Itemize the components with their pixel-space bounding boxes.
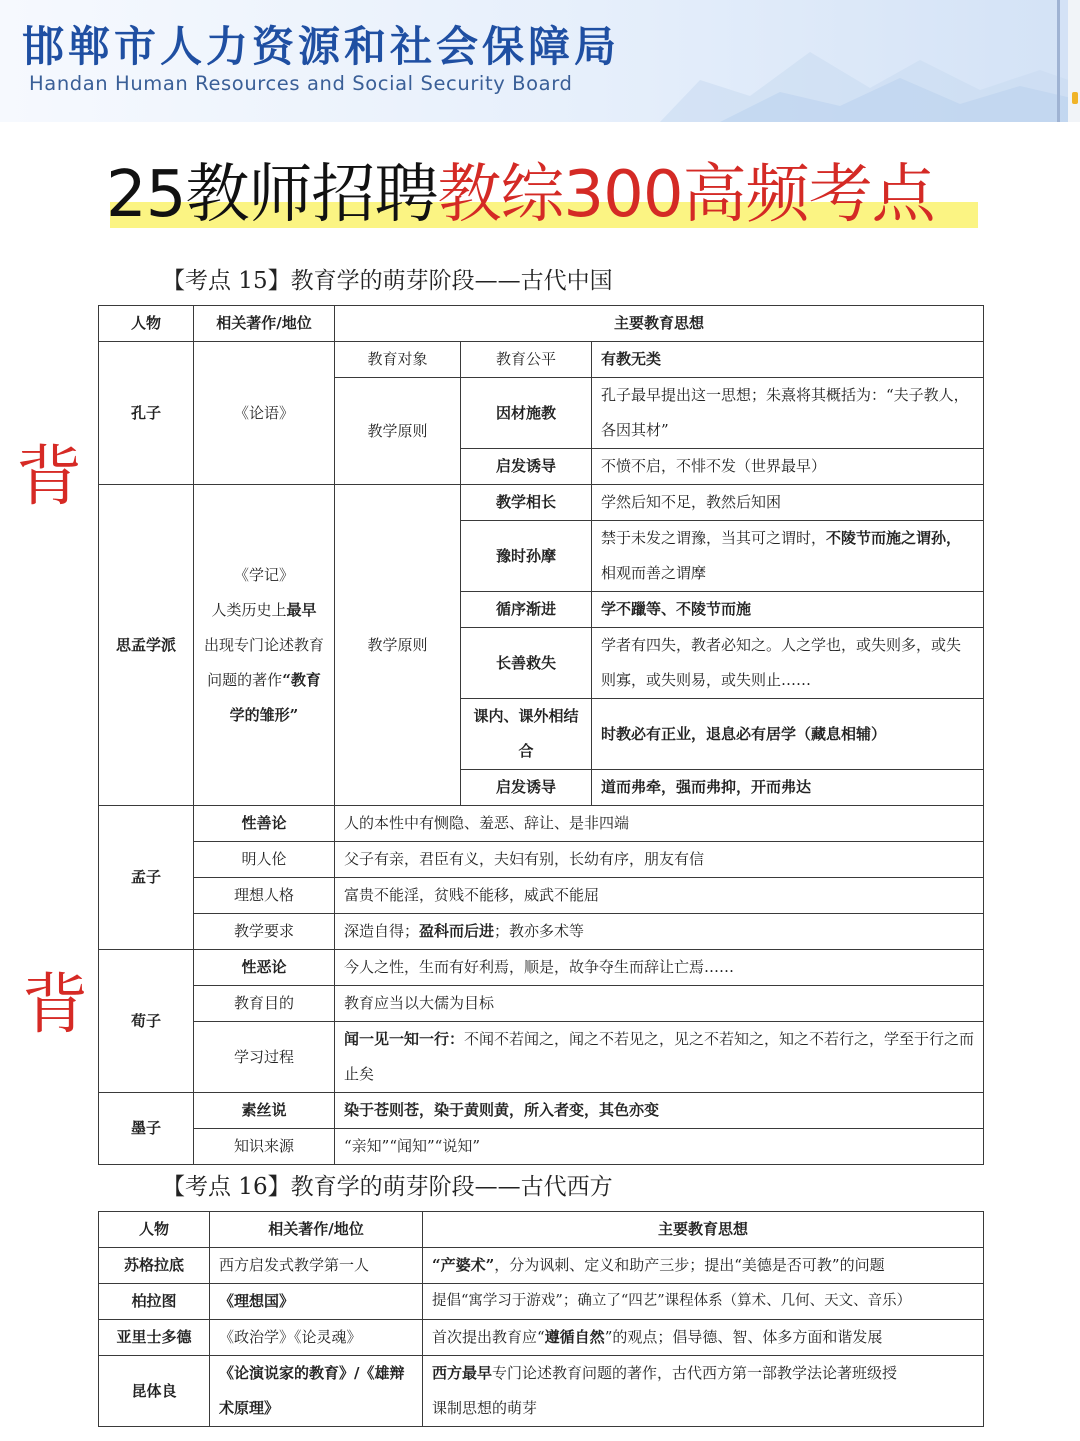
thought-cell: “亲知”“闻知”“说知”: [335, 1129, 984, 1165]
table-row: [99, 914, 984, 950]
page-edge-marker: [1072, 92, 1078, 104]
principle-cell: 教学相长: [461, 485, 592, 521]
table-row: [99, 1248, 984, 1284]
thought-text: 不闻不若闻之，闻之不若见之，见之不若知之，知之不若行之，学至于行之而止矣: [344, 1030, 975, 1083]
table-row: [99, 878, 984, 914]
table-row: [99, 806, 984, 842]
thought-cell: 教育应当以大儒为目标: [335, 986, 984, 1022]
topic-cell: 性善论: [194, 806, 335, 842]
principle-cell: 启发诱导: [461, 449, 592, 485]
thought-cell: 学然后知不足，教然后知困: [592, 485, 984, 521]
work-title: 西方启发式教学第一人: [210, 1248, 423, 1284]
principle-cell: 课内、课外相结合: [461, 699, 592, 770]
table-row: [99, 986, 984, 1022]
thought-text: ”的观点；倡导德、智、体多方面和谐发展: [604, 1328, 883, 1346]
work-note: 人类历史上: [211, 600, 287, 619]
table-header-row: [99, 1212, 984, 1248]
person-name: 孟子: [99, 806, 194, 950]
thought-cell: [335, 1022, 984, 1093]
thought-text: 禁于未发之谓豫，当其可之谓时，: [601, 529, 827, 547]
principle-cell: 循序渐进: [461, 592, 592, 628]
header-thought: 主要教育思想: [335, 306, 984, 342]
thought-cell: 今人之性，生而有好利焉，顺是，故争夺生而辞让亡焉……: [335, 950, 984, 986]
thought-cell: [423, 1320, 984, 1356]
header-banner: [0, 0, 1080, 122]
topic-cell: 学习过程: [194, 1022, 335, 1093]
thought-text: 深造自得；: [344, 922, 420, 940]
thought-cell: 孔子最早提出这一思想；朱熹将其概括为：“夫子教人，各因其材”: [592, 378, 984, 449]
topic-cell: 明人伦: [194, 842, 335, 878]
work-note-bold: “教育学的雏形”: [229, 670, 321, 724]
section-heading-16: 【考点 16】教育学的萌芽阶段——古代西方: [162, 1174, 613, 1200]
topic-cell: 理想人格: [194, 878, 335, 914]
thought-text: ，分为讽刺、定义和助产三步；提出“美德是否可教”的问题: [494, 1256, 885, 1274]
thought-text-bold: “产婆术”: [432, 1256, 495, 1274]
table-row: [99, 1093, 984, 1129]
thought-text: 专门论述教育问题的著作，古代西方第一部教学法论著班级授课制思想的萌芽: [432, 1364, 898, 1417]
table-row: [99, 950, 984, 986]
thought-text: 相观而善之谓摩: [601, 564, 707, 582]
table-row: [99, 485, 984, 521]
table-row: [99, 1320, 984, 1356]
thought-text-bold: 西方最早: [432, 1364, 493, 1382]
side-mark-recite: 背: [22, 966, 88, 1043]
person-name: 昆体良: [99, 1356, 210, 1427]
principle-cell: 长善救失: [461, 628, 592, 699]
principle-cell: 教育公平: [461, 342, 592, 378]
thought-cell: 富贵不能淫，贫贱不能移，威武不能屈: [335, 878, 984, 914]
person-name: 孔子: [99, 342, 194, 485]
title-part-black: 25教师招聘: [106, 158, 438, 232]
thought-cell: 道而弗牵，强而弗抑，开而弗达: [592, 770, 984, 806]
principle-cell: 豫时孙摩: [461, 521, 592, 592]
thought-cell: 父子有亲，君臣有义，夫妇有别，长幼有序，朋友有信: [335, 842, 984, 878]
topic-cell: 教学要求: [194, 914, 335, 950]
org-name-en: Handan Human Resources and Social Security Board: [29, 72, 573, 95]
table-row: [99, 342, 984, 378]
thought-cell: 染于苍则苍，染于黄则黄，所入者变，其色亦变: [335, 1093, 984, 1129]
thought-cell: [423, 1356, 984, 1427]
category-cell: 教学原则: [335, 378, 461, 485]
thought-cell: 人的本性中有恻隐、羞恶、辞让、是非四端: [335, 806, 984, 842]
title-part-red: 教综300高频考点: [437, 158, 935, 232]
thought-text-bold: 遵循自然: [544, 1328, 605, 1346]
person-name: 亚里士多德: [99, 1320, 210, 1356]
thought-cell: 提倡“寓学习于游戏”；确立了“四艺”课程体系（算术、几何、天文、音乐）: [423, 1284, 984, 1320]
thought-text-bold: 闻一见一知一行：: [344, 1030, 465, 1048]
table-row: [99, 842, 984, 878]
person-name: 荀子: [99, 950, 194, 1093]
table-row: [99, 1129, 984, 1165]
header-person: 人物: [99, 306, 194, 342]
principle-cell: 因材施教: [461, 378, 592, 449]
header-person: 人物: [99, 1212, 210, 1248]
thought-text-bold: 盈科而后进: [419, 922, 495, 940]
person-name: 柏拉图: [99, 1284, 210, 1320]
thought-cell: [335, 914, 984, 950]
work-cell: [194, 485, 335, 806]
thought-cell: 不愤不启，不悱不发（世界最早）: [592, 449, 984, 485]
person-name: 苏格拉底: [99, 1248, 210, 1284]
mountain-watermark: [660, 0, 1080, 122]
header-works: 相关著作/地位: [194, 306, 335, 342]
thought-cell: 有教无类: [592, 342, 984, 378]
table-row: [99, 1356, 984, 1427]
thought-text-bold: 不陵节而施之谓孙，: [826, 529, 962, 547]
side-mark-recite: 背: [16, 438, 82, 515]
thought-cell: [592, 521, 984, 592]
page-title: [106, 150, 986, 240]
person-name: 思孟学派: [99, 485, 194, 806]
thought-cell: 时教必有正业，退息必有居学（藏息相辅）: [592, 699, 984, 770]
org-name-cn: 邯郸市人力资源和社会保障局: [22, 22, 621, 71]
work-title: 《论语》: [194, 342, 335, 485]
topic-cell: 素丝说: [194, 1093, 335, 1129]
topic-cell: 教育目的: [194, 986, 335, 1022]
work-title: 《理想国》: [210, 1284, 423, 1320]
header-thought: 主要教育思想: [423, 1212, 984, 1248]
thought-text: 首次提出教育应“: [432, 1328, 545, 1346]
work-note-bold: 最早: [286, 600, 317, 619]
section-heading-15: 【考点 15】教育学的萌芽阶段——古代中国: [162, 268, 613, 294]
thought-cell: 学不躐等、不陵节而施: [592, 592, 984, 628]
topic-cell: 知识来源: [194, 1129, 335, 1165]
thought-cell: 学者有四失，教者必知之。人之学也，或失则多，或失则寡，或失则易，或失则止……: [592, 628, 984, 699]
table-row: [99, 1022, 984, 1093]
table-header-row: [99, 306, 984, 342]
header-works: 相关著作/地位: [210, 1212, 423, 1248]
table-ancient-west: [98, 1211, 984, 1427]
work-note: 出现专门论述教育问题的著作: [203, 635, 324, 689]
work-title: 《政治学》《论灵魂》: [210, 1320, 423, 1356]
person-name: 墨子: [99, 1093, 194, 1165]
page-edge-line: [1057, 0, 1060, 122]
thought-cell: [423, 1248, 984, 1284]
thought-text: ；教亦多术等: [494, 922, 585, 940]
topic-cell: 性恶论: [194, 950, 335, 986]
table-ancient-china: [98, 305, 984, 1165]
category-cell: 教学原则: [335, 485, 461, 806]
work-title: 《学记》: [233, 565, 294, 584]
category-cell: 教育对象: [335, 342, 461, 378]
table-row: [99, 1284, 984, 1320]
work-title: 《论演说家的教育》/《雄辩术原理》: [210, 1356, 423, 1427]
principle-cell: 启发诱导: [461, 770, 592, 806]
